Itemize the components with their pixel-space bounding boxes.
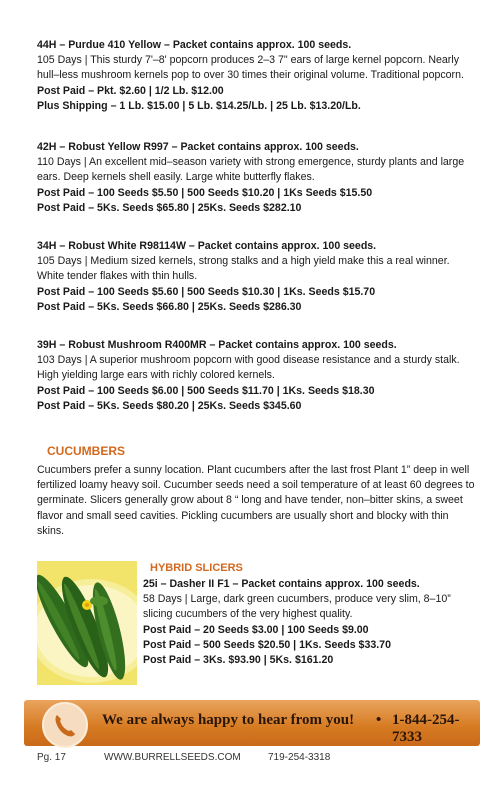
product-price: Post Paid – 100 Seeds $5.50 | 500 Seeds $10.20 | 1Ks Seeds $15.50 (37, 186, 373, 199)
product-39h (37, 338, 467, 414)
product-price: Post Paid – 500 Seeds $20.50 | 1Ks. Seeds $33.70 (143, 638, 391, 651)
product-title: 42H – Robust Yellow R997 – Packet contains approx. 100 seeds. (37, 141, 359, 153)
footer-website[interactable]: WWW.BURRELLSEEDS.COM (104, 752, 241, 763)
product-price: Post Paid – 20 Seeds $3.00 | 100 Seeds $9.00 (143, 623, 369, 636)
product-price: Post Paid – 100 Seeds $5.60 | 500 Seeds $10.30 | 1Ks. Seeds $15.70 (37, 285, 376, 298)
product-34h (37, 239, 467, 315)
telephone-icon (42, 702, 88, 748)
section-heading-hybrid-slicers: HYBRID SLICERS (150, 562, 243, 574)
product-price: Post Paid – 5Ks. Seeds $80.20 | 25Ks. Seeds $345.60 (37, 399, 302, 412)
product-42h (37, 140, 467, 216)
section-heading-cucumbers: CUCUMBERS (47, 444, 125, 458)
product-price: Plus Shipping – 1 Lb. $15.00 | 5 Lb. $14.25/Lb. | 25 Lb. $13.20/Lb. (37, 99, 361, 112)
cucumber-illustration (37, 561, 137, 685)
banner-message: We are always happy to hear from you! (102, 712, 355, 728)
footer-phone: 719-254-3318 (268, 752, 331, 763)
product-25i (143, 577, 483, 668)
product-title: 39H – Robust Mushroom R400MR – Packet contains approx. 100 seeds. (37, 339, 397, 351)
product-title: 44H – Purdue 410 Yellow – Packet contains approx. 100 seeds. (37, 39, 352, 51)
product-description: 110 Days | An excellent mid–season variety with strong emergence, sturdy plants and large ears. Deep kernels shell easily. Large white butterfly flakes. (37, 156, 465, 184)
cucumbers-description: Cucumbers prefer a sunny location. Plant cucumbers after the last frost Plant 1” deep in well fertilized loamy heavy soil. Cucumber seeds need a soil temperature of at least 60 degrees to germinate. Slicers generally grow about 8 “ long and have tender, non–bitter skins, a sweet flavor and small seed cavities. Pickling cucumbers are usually short and blocky with thin skins. (37, 464, 475, 537)
product-price: Post Paid – 3Ks. $93.90 | 5Ks. $161.20 (143, 654, 334, 667)
contact-banner (24, 700, 480, 746)
product-price: Post Paid – 5Ks. Seeds $65.80 | 25Ks. Seeds $282.10 (37, 201, 302, 214)
page-number: Pg. 17 (37, 752, 66, 763)
product-price-inline: Post Paid – Pkt. $2.60 | 1/2 Lb. $12.00 (37, 84, 224, 97)
banner-separator: • (376, 711, 382, 728)
product-44h (37, 38, 467, 114)
product-description: 58 Days | Large, dark green cucumbers, produce very slim, 8–10” slicing cucumbers of the very highest quality. (143, 593, 451, 621)
banner-phone[interactable]: 1-844-254-7333 (392, 712, 460, 745)
product-description: 103 Days | A superior mushroom popcorn with good disease resistance and a sturdy stalk. High yielding large ears with richly colored kernels. (37, 354, 460, 382)
product-description: 105 Days | This sturdy 7'–8' popcorn produces 2–3 7" ears of large kernel popcorn. Nearly hull–less mushroom kernels pop to over 30 times their original volume. Traditional popcorn. Post Paid – Pkt. $2.60 | 1/2 Lb. $12.00 (37, 54, 464, 97)
cucumber-photo (37, 561, 137, 685)
product-price: Post Paid – 5Ks. Seeds $66.80 | 25Ks. Seeds $286.30 (37, 300, 302, 313)
product-description: 105 Days | Medium sized kernels, strong stalks and a high yield make this a real winner. White tender flakes with thin hulls. (37, 255, 450, 283)
product-price: Post Paid – 100 Seeds $6.00 | 500 Seeds $11.70 | 1Ks. Seeds $18.30 (37, 384, 375, 397)
product-title: 34H – Robust White R98114W – Packet contains approx. 100 seeds. (37, 240, 377, 252)
product-title: 25i – Dasher II F1 – Packet contains approx. 100 seeds. (143, 578, 420, 590)
